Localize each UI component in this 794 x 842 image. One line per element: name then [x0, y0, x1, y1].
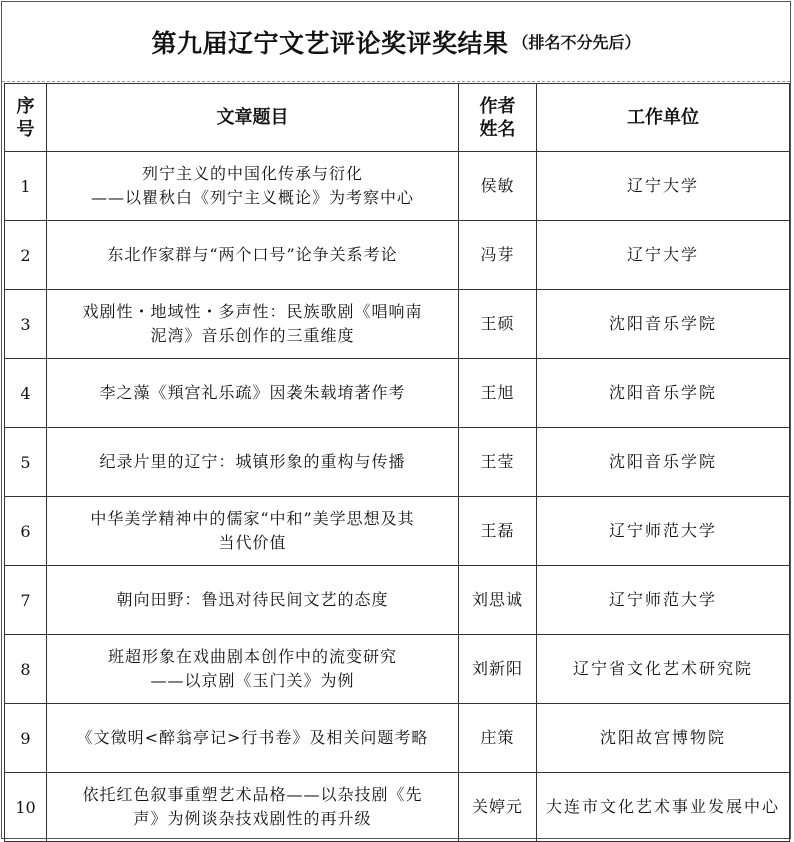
author-name: 庄策 [459, 704, 537, 773]
article-title-line: 依托红色叙事重塑艺术品格——以杂技剧《先 [82, 785, 423, 804]
author-name: 冯芽 [459, 221, 537, 290]
header-number-line2: 号 [16, 118, 35, 140]
table-row [5, 152, 790, 221]
article-title-line: 朝向田野：鲁迅对待民间文艺的态度 [116, 590, 389, 609]
article-title-cell [47, 497, 459, 566]
author-name: 关婷元 [459, 773, 537, 842]
work-unit: 沈阳故宫博物院 [537, 704, 790, 773]
header-row [5, 84, 790, 152]
article-title-line: 泥湾》音乐创作的三重维度 [150, 326, 355, 345]
article-title-line: 列宁主义的中国化传承与衍化 [141, 164, 363, 183]
article-title-cell [47, 359, 459, 428]
article-title-cell [47, 428, 459, 497]
table-row [5, 773, 790, 842]
article-title-line: 班超形象在戏曲剧本创作中的流变研究 [107, 647, 397, 666]
author-name: 刘新阳 [459, 635, 537, 704]
header-title: 文章题目 [47, 84, 459, 152]
work-unit: 辽宁省文化艺术研究院 [537, 635, 790, 704]
article-title-line: 纪录片里的辽宁：城镇形象的重构与传播 [99, 452, 406, 471]
work-unit: 辽宁大学 [537, 221, 790, 290]
work-unit: 辽宁大学 [537, 152, 790, 221]
results-table [4, 83, 790, 842]
work-unit: 沈阳音乐学院 [537, 359, 790, 428]
row-number: 8 [5, 635, 47, 704]
row-number: 1 [5, 152, 47, 221]
article-title-cell [47, 290, 459, 359]
article-title-cell [47, 152, 459, 221]
author-name: 王磊 [459, 497, 537, 566]
row-number: 10 [5, 773, 47, 842]
table-row [5, 704, 790, 773]
work-unit: 辽宁师范大学 [537, 497, 790, 566]
article-title-line: 戏剧性・地域性・多声性：民族歌剧《唱响南 [82, 302, 423, 321]
table-row [5, 635, 790, 704]
document-title: 第九届辽宁文艺评论奖评奖结果 [151, 28, 509, 58]
table-body [5, 152, 790, 842]
header-author-line1: 作者 [479, 95, 516, 117]
table-row [5, 566, 790, 635]
header-number-line1: 序 [16, 95, 35, 117]
header-author-line2: 姓名 [479, 118, 516, 140]
table-row [5, 497, 790, 566]
article-title-cell [47, 773, 459, 842]
article-title-line: 东北作家群与“两个口号”论争关系考论 [107, 245, 398, 264]
row-number: 7 [5, 566, 47, 635]
article-title-line: 声》为例谈杂技戏剧性的再升级 [133, 809, 372, 828]
table-row [5, 428, 790, 497]
title-bar [2, 2, 790, 82]
header-number [5, 84, 47, 152]
article-title-line: ——以瞿秋白《列宁主义概论》为考察中心 [90, 188, 414, 207]
author-name: 侯敏 [459, 152, 537, 221]
row-number: 9 [5, 704, 47, 773]
article-title-line: 当代价值 [218, 533, 287, 552]
article-title-line: 中华美学精神中的儒家“中和”美学思想及其 [90, 509, 415, 528]
article-title-line: 《文徵明<醉翁亭记>行书卷》及相关问题考略 [76, 728, 429, 747]
row-number: 6 [5, 497, 47, 566]
header-author [459, 84, 537, 152]
work-unit: 大连市文化艺术事业发展中心 [537, 773, 790, 842]
work-unit: 沈阳音乐学院 [537, 428, 790, 497]
author-name: 刘思诚 [459, 566, 537, 635]
work-unit: 辽宁师范大学 [537, 566, 790, 635]
row-number: 5 [5, 428, 47, 497]
article-title-cell [47, 704, 459, 773]
article-title-line: ——以京剧《玉门关》为例 [150, 671, 355, 690]
article-title-cell [47, 635, 459, 704]
header-unit: 工作单位 [537, 84, 790, 152]
row-number: 4 [5, 359, 47, 428]
article-title-cell [47, 566, 459, 635]
article-title-cell [47, 221, 459, 290]
author-name: 王旭 [459, 359, 537, 428]
row-number: 3 [5, 290, 47, 359]
article-title-line: 李之藻《頖宫礼乐疏》因袭朱载堉著作考 [99, 383, 406, 402]
author-name: 王莹 [459, 428, 537, 497]
row-number: 2 [5, 221, 47, 290]
table-row [5, 221, 790, 290]
work-unit: 沈阳音乐学院 [537, 290, 790, 359]
table-row [5, 359, 790, 428]
ranking-note: （排名不分先后） [512, 33, 641, 52]
table-row [5, 290, 790, 359]
author-name: 王硕 [459, 290, 537, 359]
